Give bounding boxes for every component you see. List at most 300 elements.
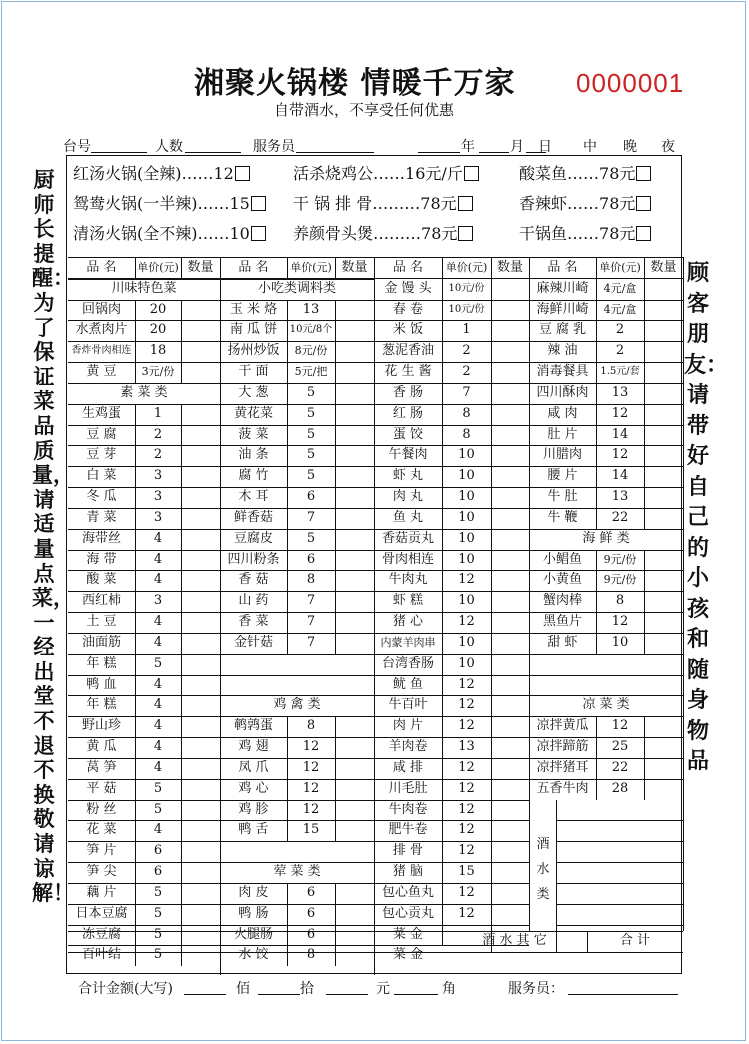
- menu-item-qty-field[interactable]: [183, 927, 218, 943]
- menu-item-qty-field[interactable]: [183, 843, 218, 859]
- menu-item-price: 8: [615, 593, 625, 609]
- drinks-row-divider: [556, 862, 683, 863]
- hotpot-price: ……12: [181, 164, 234, 183]
- menu-item-name: 内蒙羊肉串: [380, 635, 436, 649]
- restaurant-title: 湘聚火锅楼 情暖千万家: [194, 66, 516, 101]
- col4-header-name: 品 名: [547, 260, 578, 275]
- menu-item-qty-field[interactable]: [493, 781, 527, 797]
- menu-item-qty-field[interactable]: [183, 322, 218, 338]
- menu-item-price: 12: [458, 905, 475, 921]
- section-title-veg: 素 菜 类: [120, 384, 168, 400]
- menu-item-price: 12: [458, 676, 475, 692]
- menu-item-qty-field[interactable]: [183, 614, 218, 630]
- menu-item-qty-field[interactable]: [646, 468, 681, 484]
- menu-item-price: 1: [462, 322, 471, 338]
- col1-header-price: 单价(元): [137, 261, 179, 274]
- menu-item-name: 四川粉条: [227, 551, 280, 567]
- menu-item-name: 肥牛卷: [388, 822, 428, 838]
- menu-item-price: 12: [458, 780, 475, 796]
- menu-item-name: 鸡 翅: [238, 739, 269, 755]
- summary-divider: [491, 931, 492, 952]
- hotpot-option[interactable]: [73, 219, 266, 249]
- menu-item-qty-field[interactable]: [183, 572, 218, 588]
- menu-item-price: 2: [615, 322, 625, 338]
- row-divider: [529, 654, 683, 655]
- menu-item-price: 12: [458, 843, 475, 859]
- hotpot-option[interactable]: [519, 189, 651, 219]
- menu-item-qty-field[interactable]: [337, 739, 372, 755]
- menu-item-name: 蟹肉棒: [542, 593, 582, 609]
- col1-header-name: 品 名: [86, 260, 117, 275]
- menu-item-qty-field[interactable]: [337, 489, 372, 505]
- menu-item-qty-field[interactable]: [183, 739, 218, 755]
- menu-item-qty-field[interactable]: [493, 406, 527, 422]
- menu-item-price: 7: [306, 614, 316, 630]
- hotpot-checkbox[interactable]: [458, 226, 473, 241]
- hotpot-checkbox[interactable]: [636, 196, 651, 211]
- menu-item-qty-field[interactable]: [646, 489, 681, 505]
- menu-item-qty-field[interactable]: [337, 781, 372, 797]
- hotpot-price: ……16元/斤: [373, 164, 463, 183]
- section-top-line: [374, 383, 529, 384]
- drinks-row-divider: [556, 904, 683, 905]
- menu-item-qty-field[interactable]: [337, 447, 372, 463]
- menu-item-qty-field[interactable]: [183, 885, 218, 901]
- hotpot-name: 养颜骨头煲: [293, 224, 374, 243]
- section-title-poultry: 鸡 禽 类: [273, 697, 321, 713]
- menu-item-name: 金针菇: [233, 634, 273, 650]
- year-label: 年: [461, 139, 475, 155]
- menu-item-name: 咸 排: [392, 759, 424, 775]
- menu-item-qty-field[interactable]: [493, 552, 527, 568]
- drinks-section-label: 酒水类: [536, 837, 550, 902]
- menu-item-qty-field[interactable]: [183, 343, 218, 359]
- menu-item-qty-field[interactable]: [493, 635, 527, 651]
- menu-item-qty-field[interactable]: [337, 614, 372, 630]
- menu-item-qty-field[interactable]: [493, 427, 527, 443]
- menu-item-qty-field[interactable]: [337, 468, 372, 484]
- menu-item-price: 12: [458, 759, 475, 775]
- menu-item-price: 2: [153, 447, 163, 463]
- menu-item-price: 10: [458, 551, 475, 567]
- subtitle: 自带酒水，不享受任何优惠: [274, 101, 455, 119]
- menu-item-price: 4: [153, 759, 163, 775]
- total-field-yuan[interactable]: [326, 994, 368, 995]
- section-title-sichuan: 川味特色菜: [111, 280, 177, 296]
- hotpot-checkbox[interactable]: [235, 166, 250, 181]
- menu-item-price: 10元/8个: [289, 324, 333, 336]
- people-field[interactable]: [185, 152, 241, 153]
- menu-item-price: 5: [306, 447, 316, 463]
- menu-item-qty-field[interactable]: [183, 802, 218, 818]
- menu-item-price: 18: [149, 343, 167, 359]
- menu-item-name: 豆 芽: [86, 447, 117, 463]
- menu-item-qty-field[interactable]: [337, 572, 372, 588]
- menu-item-name: 笋 尖: [86, 864, 117, 880]
- hotpot-checkbox[interactable]: [464, 166, 479, 181]
- menu-item-name: 肉 丸: [392, 489, 424, 505]
- menu-item-price: 3: [153, 468, 163, 484]
- footer-waiter-field[interactable]: [568, 994, 678, 995]
- header-divider: [287, 257, 288, 278]
- drinks-row-divider: [556, 820, 683, 821]
- menu-item-name: 西红柿: [81, 593, 121, 609]
- menu-item-qty-field[interactable]: [646, 572, 681, 588]
- hotpot-checkbox[interactable]: [636, 226, 651, 241]
- hotpot-option[interactable]: [519, 219, 651, 249]
- menu-item-price: 6: [153, 864, 163, 880]
- menu-item-name: 南 瓜 饼: [229, 322, 278, 338]
- menu-item-qty-field[interactable]: [337, 885, 372, 901]
- menu-item-name: 鱼 丸: [392, 509, 424, 525]
- menu-item-name: 小黄鱼: [542, 572, 582, 588]
- menu-item-price: 4: [153, 530, 163, 546]
- menu-item-qty-field[interactable]: [183, 760, 218, 776]
- hotpot-name: 清汤火锅(全不辣): [73, 224, 198, 243]
- menu-item-name: 山 药: [238, 593, 269, 609]
- menu-item-price: 25: [611, 739, 629, 755]
- menu-item-qty-field[interactable]: [183, 364, 218, 380]
- menu-item-qty-field[interactable]: [493, 489, 527, 505]
- row-divider: [220, 675, 374, 676]
- menu-item-qty-field[interactable]: [646, 593, 681, 609]
- menu-item-name: 年 糕: [86, 655, 117, 671]
- menu-item-qty-field[interactable]: [493, 760, 527, 776]
- menu-item-name: 黄花菜: [233, 405, 273, 421]
- menu-item-price: 2: [462, 343, 471, 359]
- menu-item-qty-field[interactable]: [337, 343, 372, 359]
- menu-item-qty-field[interactable]: [646, 718, 681, 734]
- menu-item-qty-field[interactable]: [646, 760, 681, 776]
- menu-item-qty-field[interactable]: [646, 739, 681, 755]
- menu-item-qty-field[interactable]: [183, 677, 218, 693]
- menu-item-price: 4: [153, 822, 163, 838]
- menu-item-price: 6: [306, 884, 316, 900]
- menu-item-price: 7: [306, 634, 316, 650]
- menu-item-qty-field[interactable]: [183, 947, 218, 963]
- menu-item-name: 鹌鹑蛋: [233, 718, 273, 734]
- total-field-jiao[interactable]: [394, 994, 438, 995]
- menu-item-qty-field[interactable]: [337, 718, 372, 734]
- menu-item-qty-field[interactable]: [493, 281, 527, 297]
- menu-item-price: 13: [458, 739, 475, 755]
- menu-item-qty-field[interactable]: [337, 302, 372, 318]
- menu-item-qty-field[interactable]: [493, 885, 527, 901]
- summary-divider: [556, 931, 557, 952]
- qty-column-divider: [491, 383, 492, 945]
- menu-item-qty-field[interactable]: [493, 906, 527, 922]
- menu-item-price: 10: [458, 447, 475, 463]
- menu-item-qty-field[interactable]: [337, 552, 372, 568]
- menu-item-price: 4: [153, 739, 163, 755]
- menu-item-qty-field[interactable]: [183, 510, 218, 526]
- hotpot-price: ……78元: [567, 164, 636, 183]
- menu-item-qty-field[interactable]: [646, 364, 681, 380]
- menu-item-qty-field[interactable]: [337, 531, 372, 547]
- menu-item-qty-field[interactable]: [493, 322, 527, 338]
- menu-item-qty-field[interactable]: [493, 656, 527, 672]
- menu-item-qty-field[interactable]: [183, 697, 218, 713]
- menu-item-name: 牛肉丸: [388, 572, 428, 588]
- hotpot-option[interactable]: [293, 159, 479, 189]
- people-label: 人数: [155, 139, 183, 155]
- menu-item-qty-field[interactable]: [183, 718, 218, 734]
- menu-item-qty-field[interactable]: [493, 822, 527, 838]
- section-title-seafood: 海 鲜 类: [582, 530, 630, 546]
- menu-item-name: 香菇贡丸: [381, 530, 434, 546]
- total-field-hundreds[interactable]: [184, 994, 226, 995]
- lunch-label[interactable]: 中: [583, 139, 597, 155]
- menu-item-price: 10: [458, 655, 475, 671]
- menu-item-name: 凤 爪: [238, 759, 269, 775]
- menu-item-name: 凉拌猪耳: [536, 759, 589, 775]
- menu-item-price: 12: [302, 780, 320, 796]
- menu-item-qty-field[interactable]: [337, 427, 372, 443]
- menu-item-price: 20: [149, 322, 167, 338]
- menu-item-name: 川腊肉: [542, 447, 582, 463]
- menu-item-price: 12: [611, 447, 629, 463]
- menu-item-name: 咸 肉: [547, 405, 578, 421]
- menu-item-name: 葱泥香油: [381, 343, 434, 359]
- menu-item-name: 凉拌蹄筋: [536, 739, 589, 755]
- hotpot-name: 酸菜鱼: [519, 164, 568, 183]
- menu-item-price: 12: [611, 718, 629, 734]
- menu-item-qty-field[interactable]: [183, 864, 218, 880]
- menu-item-price: 22: [611, 759, 629, 775]
- menu-item-price: 15: [302, 822, 320, 838]
- menu-item-price: 3元/份: [141, 365, 175, 379]
- hotpot-checkbox[interactable]: [251, 196, 266, 211]
- menu-item-price: 5: [306, 405, 316, 421]
- menu-item-qty-field[interactable]: [183, 531, 218, 547]
- menu-item-name: 豆 腐: [86, 426, 117, 442]
- menu-item-price: 6: [306, 926, 316, 942]
- menu-item-qty-field[interactable]: [646, 614, 681, 630]
- table-field[interactable]: [91, 152, 147, 153]
- menu-item-qty-field[interactable]: [493, 718, 527, 734]
- menu-item-qty-field[interactable]: [493, 302, 527, 318]
- hotpot-checkbox[interactable]: [636, 166, 651, 181]
- menu-item-name: 牛 鞭: [547, 509, 578, 525]
- menu-item-qty-field[interactable]: [337, 406, 372, 422]
- menu-item-price: 14: [611, 426, 629, 442]
- menu-item-name: 菠 菜: [238, 426, 269, 442]
- menu-item-price: 5: [153, 926, 163, 942]
- year-field[interactable]: [418, 152, 460, 153]
- hotpot-option[interactable]: [519, 159, 651, 189]
- menu-item-qty-field[interactable]: [337, 385, 372, 401]
- menu-item-price: 28: [611, 780, 629, 796]
- menu-item-qty-field[interactable]: [493, 593, 527, 609]
- menu-item-qty-field[interactable]: [646, 406, 681, 422]
- menu-item-name: 黑鱼片: [542, 614, 582, 630]
- menu-item-price: 10: [458, 468, 475, 484]
- menu-item-name: 水煮肉片: [75, 322, 128, 338]
- header-divider: [596, 257, 597, 278]
- menu-item-name: 四川酥肉: [536, 384, 589, 400]
- hotpot-option[interactable]: [73, 189, 266, 219]
- dinner-label[interactable]: 晚: [623, 139, 637, 155]
- menu-item-name: 麻辣川崎: [536, 280, 589, 296]
- menu-item-qty-field[interactable]: [337, 760, 372, 776]
- total-field-tens[interactable]: [258, 994, 300, 995]
- menu-item-qty-field[interactable]: [493, 468, 527, 484]
- menu-item-qty-field[interactable]: [646, 635, 681, 651]
- menu-item-qty-field[interactable]: [337, 802, 372, 818]
- menu-item-qty-field[interactable]: [646, 302, 681, 318]
- menu-item-qty-field[interactable]: [493, 802, 527, 818]
- menu-item-qty-field[interactable]: [493, 614, 527, 630]
- menu-item-qty-field[interactable]: [183, 822, 218, 838]
- menu-item-qty-field[interactable]: [337, 635, 372, 651]
- menu-item-name: 生鸡蛋: [81, 405, 121, 421]
- col1-header-qty: 数量: [187, 260, 214, 275]
- menu-item-qty-field[interactable]: [337, 364, 372, 380]
- menu-item-qty-field[interactable]: [183, 468, 218, 484]
- menu-item-qty-field[interactable]: [646, 447, 681, 463]
- menu-item-qty-field[interactable]: [646, 281, 681, 297]
- menu-item-price: 5: [153, 655, 163, 671]
- menu-item-qty-field[interactable]: [337, 906, 372, 922]
- menu-item-qty-field[interactable]: [646, 427, 681, 443]
- hotpot-checkbox[interactable]: [251, 226, 266, 241]
- menu-item-qty-field[interactable]: [493, 697, 527, 713]
- menu-item-price: 4元/盒: [603, 281, 637, 295]
- menu-item-qty-field[interactable]: [493, 385, 527, 401]
- menu-item-name: 菜 金: [392, 947, 424, 963]
- shi-label: 拾: [300, 981, 314, 997]
- section-title-meat: 荤 菜 类: [273, 864, 321, 880]
- menu-item-qty-field[interactable]: [183, 427, 218, 443]
- menu-item-price: 13: [611, 489, 629, 505]
- menu-item-price: 10元/份: [448, 282, 485, 294]
- hotpot-name: 红汤火锅(全辣): [73, 164, 182, 183]
- menu-item-name: 玉 米 烙: [229, 301, 278, 317]
- menu-item-name: 川毛肚: [388, 780, 428, 796]
- menu-item-price: 6: [153, 843, 163, 859]
- row-divider: [529, 675, 683, 676]
- menu-item-qty-field[interactable]: [337, 593, 372, 609]
- menu-item-price: 7: [306, 593, 316, 609]
- menu-item-qty-field[interactable]: [646, 343, 681, 359]
- menu-item-qty-field[interactable]: [183, 906, 218, 922]
- menu-item-qty-field[interactable]: [183, 635, 218, 651]
- menu-item-name: 包心鱼丸: [381, 884, 434, 900]
- menu-item-qty-field[interactable]: [493, 364, 527, 380]
- waiter-field[interactable]: [296, 152, 374, 153]
- menu-item-name: 冬 瓜: [86, 489, 117, 505]
- menu-item-qty-field[interactable]: [493, 677, 527, 693]
- bai-label: 佰: [236, 981, 250, 997]
- qty-column-divider: [644, 550, 645, 654]
- menu-item-name: 鲜香菇: [233, 509, 273, 525]
- menu-item-name: 骨肉相连: [381, 551, 434, 567]
- menu-item-qty-field[interactable]: [646, 510, 681, 526]
- menu-item-qty-field[interactable]: [646, 322, 681, 338]
- menu-item-name: 油面筋: [81, 634, 121, 650]
- menu-item-name: 腰 片: [547, 468, 578, 484]
- menu-item-price: 12: [458, 697, 475, 713]
- col4-header-qty: 数量: [650, 260, 677, 275]
- menu-item-qty-field[interactable]: [183, 781, 218, 797]
- menu-item-price: 6: [306, 905, 316, 921]
- col4-header-price: 单价(元): [599, 261, 641, 274]
- menu-item-qty-field[interactable]: [183, 447, 218, 463]
- menu-item-price: 5: [153, 905, 163, 921]
- menu-item-price: 3: [153, 509, 163, 525]
- menu-item-qty-field[interactable]: [493, 864, 527, 880]
- hotpot-option[interactable]: [293, 189, 473, 219]
- menu-item-qty-field[interactable]: [493, 343, 527, 359]
- hotpot-option[interactable]: [293, 219, 473, 249]
- menu-item-qty-field[interactable]: [493, 739, 527, 755]
- menu-item-qty-field[interactable]: [183, 406, 218, 422]
- menu-item-qty-field[interactable]: [646, 552, 681, 568]
- menu-item-qty-field[interactable]: [337, 322, 372, 338]
- menu-item-price: 9元/份: [603, 573, 637, 587]
- menu-item-qty-field[interactable]: [493, 843, 527, 859]
- menu-item-qty-field[interactable]: [183, 302, 218, 318]
- menu-item-name: 酸 菜: [86, 572, 117, 588]
- section-top-line: [220, 383, 374, 384]
- menu-item-name: 花 菜: [86, 822, 117, 838]
- menu-item-qty-field[interactable]: [337, 947, 372, 963]
- hotpot-checkbox[interactable]: [458, 196, 473, 211]
- header-divider: [135, 257, 136, 278]
- menu-item-price: 13: [611, 384, 629, 400]
- menu-item-qty-field[interactable]: [493, 510, 527, 526]
- menu-item-price: 5: [153, 947, 163, 963]
- menu-item-name: 黄 豆: [86, 364, 117, 380]
- menu-item-name: 牛 肚: [547, 489, 578, 505]
- menu-item-price: 8: [462, 405, 471, 421]
- menu-item-qty-field[interactable]: [493, 531, 527, 547]
- waiter-label: 服务员: [253, 139, 295, 155]
- menu-item-qty-field[interactable]: [646, 385, 681, 401]
- menu-item-qty-field[interactable]: [183, 552, 218, 568]
- section-top-line: [529, 383, 683, 384]
- day-label: 日: [538, 139, 552, 155]
- menu-item-price: 3: [153, 489, 163, 505]
- menu-item-qty-field[interactable]: [183, 656, 218, 672]
- menu-item-qty-field[interactable]: [337, 927, 372, 943]
- menu-item-name: 海带丝: [81, 530, 121, 546]
- menu-item-price: 5: [153, 780, 163, 796]
- menu-item-qty-field[interactable]: [183, 593, 218, 609]
- menu-item-qty-field[interactable]: [493, 447, 527, 463]
- menu-item-name: 台湾香肠: [381, 655, 434, 671]
- menu-item-qty-field[interactable]: [337, 822, 372, 838]
- menu-item-name: 莴 笋: [86, 759, 117, 775]
- menu-item-name: 冻豆腐: [81, 926, 121, 942]
- menu-item-price: 7: [462, 384, 471, 400]
- night-label[interactable]: 夜: [661, 139, 675, 155]
- month-field[interactable]: [479, 152, 509, 153]
- menu-item-name: 猪 脑: [392, 864, 424, 880]
- menu-item-qty-field[interactable]: [493, 572, 527, 588]
- hotpot-option[interactable]: [73, 159, 250, 189]
- menu-item-qty-field[interactable]: [646, 781, 681, 797]
- menu-item-qty-field[interactable]: [337, 510, 372, 526]
- menu-item-price: 12: [458, 614, 475, 630]
- menu-item-qty-field[interactable]: [183, 489, 218, 505]
- menu-item-name: 笋 片: [86, 843, 117, 859]
- menu-item-name: 水 饺: [238, 947, 269, 963]
- menu-item-name: 豆腐皮: [233, 530, 273, 546]
- hotpot-price: ……78元: [567, 194, 636, 213]
- menu-item-name: 香炸骨肉相连: [71, 345, 132, 357]
- menu-item-name: 凉拌黄瓜: [536, 718, 589, 734]
